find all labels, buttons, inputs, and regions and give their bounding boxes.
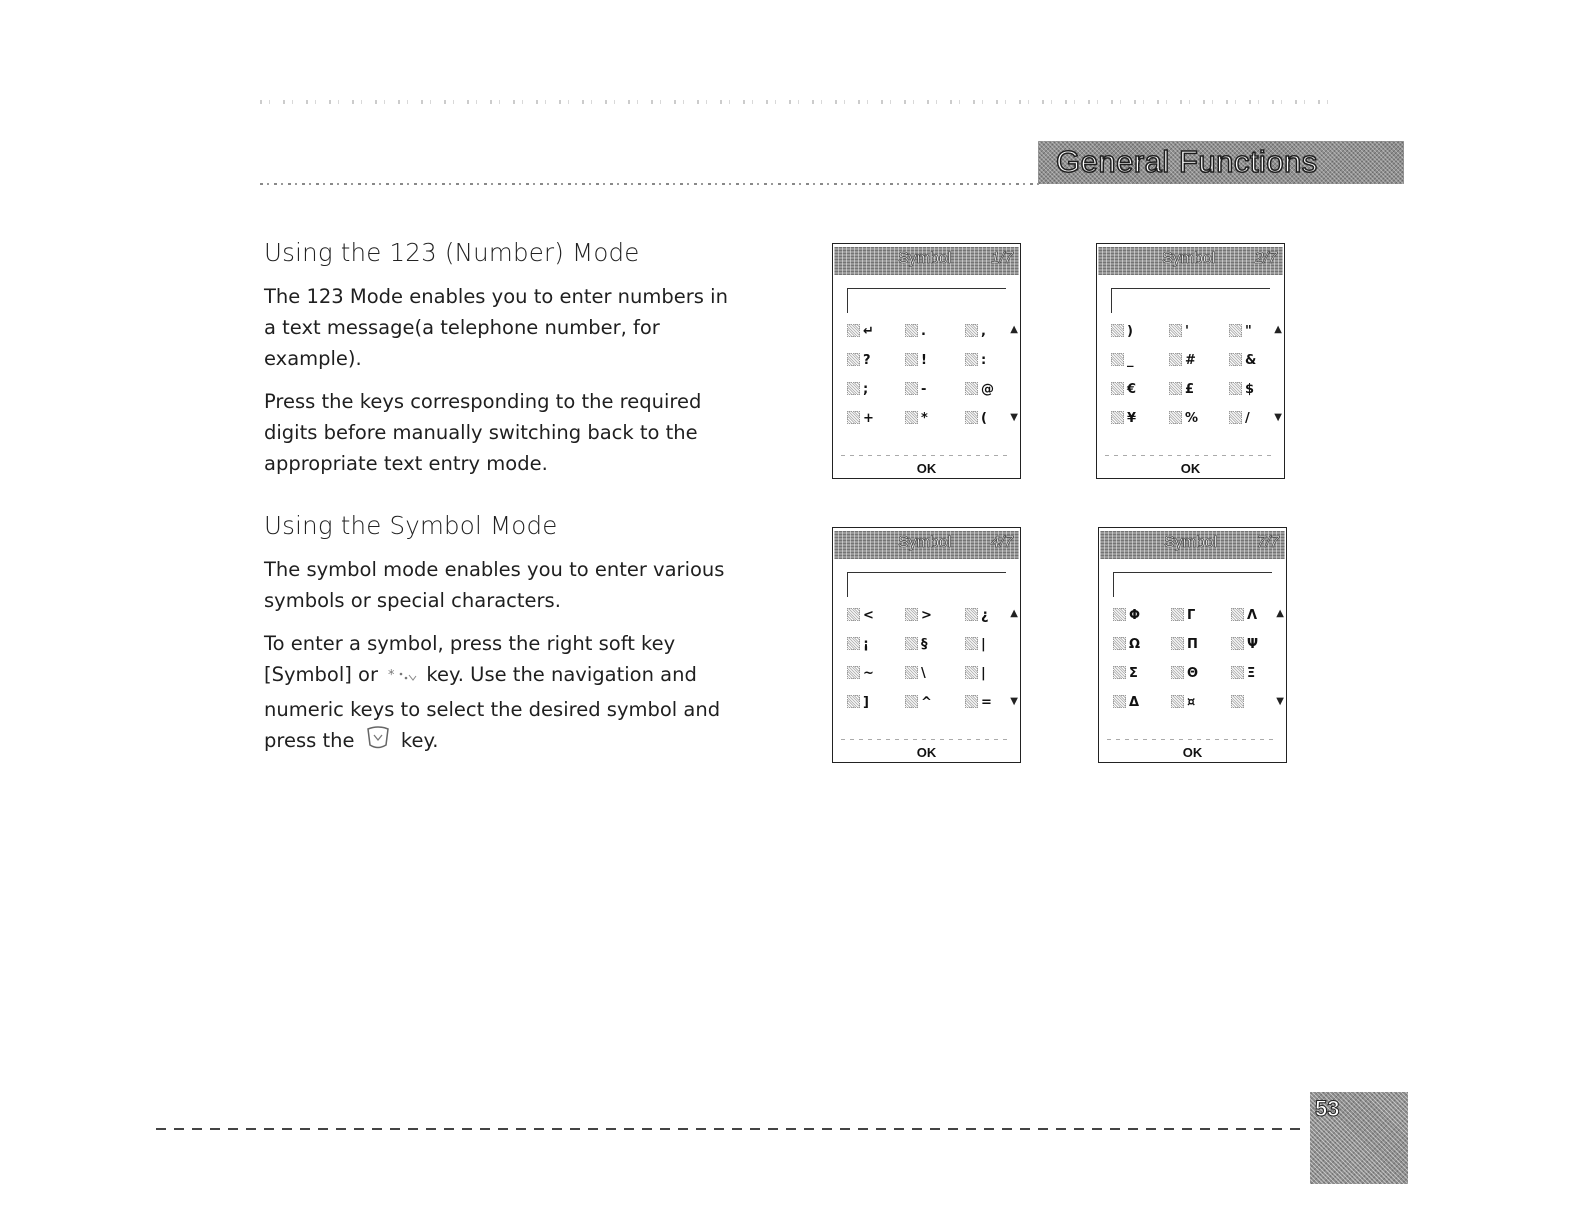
softkey-divider: [841, 455, 1012, 456]
symbol-char: Σ: [1129, 666, 1138, 681]
symbol-screen-4: [1098, 527, 1287, 763]
symbol-cell[interactable]: [965, 382, 1021, 402]
keypad-number-icon: [847, 666, 860, 679]
symbol-cell[interactable]: [965, 353, 1021, 373]
symbol-cell[interactable]: [905, 637, 961, 657]
symbol-char: Ω: [1129, 637, 1141, 652]
symbol-char: ?: [863, 353, 871, 368]
softkey-divider: [1107, 739, 1278, 740]
symbol-cell[interactable]: [1169, 324, 1225, 344]
scroll-up-icon: ▲: [1274, 324, 1282, 335]
symbol-char: |: [981, 666, 986, 681]
keypad-number-icon: [905, 353, 918, 366]
text-line: numeric keys to select the desired symbol and: [264, 698, 721, 721]
keypad-number-icon: [905, 666, 918, 679]
symbol-cell[interactable]: [1169, 382, 1225, 402]
ok-softkey[interactable]: OK: [916, 745, 937, 760]
keypad-number-icon: [905, 324, 918, 337]
symbol-cell[interactable]: [1113, 695, 1169, 715]
symbol-char: Γ: [1187, 608, 1196, 623]
symbol-cell[interactable]: [905, 382, 961, 402]
symbol-char: \: [921, 666, 926, 681]
keypad-number-icon: [965, 411, 978, 424]
symbol-cell[interactable]: [1113, 637, 1169, 657]
symbol-row: [1113, 637, 1283, 666]
symbol-char: ¡: [863, 637, 869, 652]
text-line: appropriate text entry mode.: [264, 452, 548, 475]
symbol-cell[interactable]: [847, 666, 903, 686]
keypad-number-icon: [965, 666, 978, 679]
symbol-char: Π: [1187, 637, 1198, 652]
keypad-number-icon: [1169, 382, 1182, 395]
symbol-char: €: [1127, 382, 1137, 397]
keypad-number-icon: [965, 608, 978, 621]
symbol-char: ): [1127, 324, 1133, 339]
keypad-number-icon: [847, 353, 860, 366]
symbol-cell[interactable]: [1111, 411, 1167, 431]
section-symbol-mode: [264, 511, 794, 760]
symbol-char: %: [1185, 411, 1199, 426]
keypad-number-icon: [1231, 666, 1244, 679]
symbol-cell[interactable]: [1111, 324, 1167, 344]
text-line: example).: [264, 347, 362, 370]
symbol-char: ↵: [863, 324, 874, 339]
ok-softkey[interactable]: OK: [1182, 745, 1203, 760]
keypad-number-icon: [965, 353, 978, 366]
symbol-row: [1113, 695, 1283, 724]
symbol-row: [1111, 324, 1281, 353]
page-number-box: [1310, 1092, 1408, 1184]
keypad-number-icon: [905, 411, 918, 424]
scroll-up-icon: ▲: [1010, 324, 1018, 335]
keypad-number-icon: [905, 695, 918, 708]
symbol-char: §: [921, 637, 928, 652]
symbol-cell[interactable]: [905, 353, 961, 373]
text-entry-field[interactable]: [1113, 572, 1272, 597]
section-banner: [1038, 141, 1404, 184]
keypad-number-icon: [1113, 695, 1126, 708]
keypad-number-icon: [905, 637, 918, 650]
symbol-char: ,: [981, 324, 986, 339]
softkey-divider: [1105, 455, 1276, 456]
symbol-row: [847, 666, 1017, 695]
screen-title: Symbol: [898, 250, 952, 267]
symbol-cell[interactable]: [905, 324, 961, 344]
screen-title: Symbol: [1164, 534, 1218, 551]
symbol-char: Φ: [1129, 608, 1141, 623]
symbol-char: #: [1185, 353, 1196, 368]
symbol-char: =: [981, 695, 992, 710]
symbol-screen-2: [1096, 243, 1285, 479]
symbol-grid: [1111, 324, 1281, 440]
screen-title-bar: [1098, 247, 1283, 275]
screen-page-indicator: 4/7: [990, 534, 1013, 551]
symbol-char: £: [1185, 382, 1195, 397]
symbol-row: [1111, 382, 1281, 411]
keypad-number-icon: [1111, 324, 1124, 337]
text-entry-field[interactable]: [847, 572, 1006, 597]
symbol-cell[interactable]: [1171, 695, 1227, 715]
scroll-up-icon: ▲: [1010, 608, 1018, 619]
symbol-char: &: [1245, 353, 1257, 368]
keypad-number-icon: [1169, 324, 1182, 337]
symbol-cell[interactable]: [1113, 608, 1169, 628]
symbol-char: Ψ: [1247, 637, 1259, 652]
keypad-number-icon: [1229, 411, 1242, 424]
text-line: The symbol mode enables you to enter various: [264, 558, 725, 581]
symbol-char: :: [981, 353, 987, 368]
keypad-number-icon: [1113, 666, 1126, 679]
screen-title: Symbol: [1162, 250, 1216, 267]
symbol-char: ¥: [1127, 411, 1137, 426]
symbol-char: @: [981, 382, 994, 397]
symbol-char: ': [1185, 324, 1189, 339]
symbol-grid: [1113, 608, 1283, 724]
symbol-row: [847, 324, 1017, 353]
symbol-char: <: [863, 608, 874, 623]
symbol-cell[interactable]: [965, 666, 1021, 686]
symbol-char: Δ: [1129, 695, 1140, 710]
symbol-cell[interactable]: [847, 411, 903, 431]
symbol-cell[interactable]: [905, 695, 961, 715]
keypad-number-icon: [1231, 695, 1244, 708]
page-number: 53: [1315, 1096, 1340, 1121]
scroll-down-icon: ▼: [1276, 696, 1284, 707]
text-fragment: [Symbol] or: [264, 663, 379, 686]
keypad-number-icon: [847, 411, 860, 424]
symbol-row: [1111, 411, 1281, 440]
symbol-char: _: [1127, 353, 1134, 368]
keypad-number-icon: [847, 382, 860, 395]
header-decoration: [260, 100, 1340, 104]
symbol-cell[interactable]: [847, 382, 903, 402]
text-fragment: key. Use the navigation and: [426, 663, 697, 686]
symbol-char: ~: [863, 666, 874, 681]
symbol-cell[interactable]: [905, 411, 961, 431]
symbol-row: [847, 411, 1017, 440]
text-entry-field[interactable]: [847, 288, 1006, 313]
keypad-number-icon: [1229, 324, 1242, 337]
text-line: [264, 725, 794, 760]
screen-page-indicator: 7/7: [1256, 534, 1279, 551]
symbol-char: Θ: [1187, 666, 1199, 681]
symbol-cell[interactable]: [1113, 666, 1169, 686]
svg-text:*: *: [388, 668, 395, 683]
keypad-number-icon: [1171, 666, 1184, 679]
keypad-number-icon: [905, 382, 918, 395]
keypad-number-icon: [965, 382, 978, 395]
screen-title-bar: [1100, 531, 1285, 559]
keypad-number-icon: [1111, 353, 1124, 366]
keypad-number-icon: [1111, 382, 1124, 395]
symbol-char: *: [921, 411, 928, 426]
symbol-char: $: [1245, 382, 1255, 397]
keypad-number-icon: [965, 695, 978, 708]
ok-softkey[interactable]: OK: [916, 461, 937, 476]
symbol-char: ^: [921, 695, 932, 710]
symbol-cell[interactable]: [1231, 637, 1287, 657]
text-line: Press the keys corresponding to the required: [264, 390, 702, 413]
symbol-screen-3: [832, 527, 1021, 763]
symbol-char: -: [921, 382, 927, 397]
symbol-cell[interactable]: [847, 353, 903, 373]
text-line: digits before manually switching back to the: [264, 421, 698, 444]
symbol-cell[interactable]: [1111, 353, 1167, 373]
keypad-number-icon: [1113, 608, 1126, 621]
symbol-char: ]: [863, 695, 869, 710]
section-heading: Using the 123 (Number) Mode: [264, 238, 640, 267]
text-line: [264, 659, 794, 694]
symbol-char: .: [921, 324, 926, 339]
symbol-cell[interactable]: [1229, 353, 1285, 373]
symbol-cell[interactable]: [1169, 411, 1225, 431]
symbol-cell[interactable]: [847, 637, 903, 657]
keypad-number-icon: [847, 608, 860, 621]
symbol-cell[interactable]: [905, 666, 961, 686]
scroll-down-icon: ▼: [1010, 412, 1018, 423]
symbol-row: [847, 353, 1017, 382]
symbol-cell[interactable]: [847, 695, 903, 715]
section-number-mode: [264, 238, 794, 479]
softkey-divider: [841, 739, 1012, 740]
symbol-row: [847, 382, 1017, 411]
keypad-number-icon: [847, 637, 860, 650]
keypad-number-icon: [1229, 353, 1242, 366]
symbol-row: [847, 637, 1017, 666]
section-title: General Functions: [1056, 144, 1318, 179]
symbol-cell[interactable]: [1171, 666, 1227, 686]
symbol-row: [847, 695, 1017, 724]
scroll-down-icon: ▼: [1274, 412, 1282, 423]
text-line: To enter a symbol, press the right soft key: [264, 632, 676, 655]
screen-title-bar: [834, 531, 1019, 559]
symbol-screen-1: [832, 243, 1021, 479]
keypad-number-icon: [905, 608, 918, 621]
symbol-char: |: [981, 637, 986, 652]
symbol-cell[interactable]: [1171, 608, 1227, 628]
keypad-number-icon: [1113, 637, 1126, 650]
keypad-number-icon: [965, 324, 978, 337]
symbol-cell[interactable]: [847, 608, 903, 628]
text-line: symbols or special characters.: [264, 589, 561, 612]
symbol-cell[interactable]: [847, 324, 903, 344]
symbol-char: ¤: [1187, 695, 1196, 710]
scroll-up-icon: ▲: [1276, 608, 1284, 619]
symbol-grid: [847, 608, 1017, 724]
symbol-cell[interactable]: [1171, 637, 1227, 657]
ok-softkey[interactable]: OK: [1180, 461, 1201, 476]
symbol-char: ;: [863, 382, 869, 397]
symbol-char: !: [921, 353, 927, 368]
text-line: The 123 Mode enables you to enter numbers in: [264, 285, 728, 308]
symbol-char: Λ: [1247, 608, 1258, 623]
keypad-number-icon: [1171, 695, 1184, 708]
screen-page-indicator: 1/7: [990, 250, 1013, 267]
keypad-number-icon: [1231, 608, 1244, 621]
symbol-char: /: [1245, 411, 1250, 426]
keypad-number-icon: [1169, 353, 1182, 366]
text-entry-field[interactable]: [1111, 288, 1270, 313]
text-fragment: press the: [264, 729, 355, 752]
header-rule: [260, 183, 1040, 185]
symbol-row: [1111, 353, 1281, 382]
scroll-down-icon: ▼: [1010, 696, 1018, 707]
screen-title: Symbol: [898, 534, 952, 551]
keypad-number-icon: [1169, 411, 1182, 424]
symbol-row: [1113, 666, 1283, 695]
text-fragment: key.: [400, 729, 439, 752]
symbol-row: [1113, 608, 1283, 637]
ok-key-icon: [364, 725, 392, 760]
star-key-icon: [387, 663, 417, 694]
symbol-grid: [847, 324, 1017, 440]
keypad-number-icon: [1111, 411, 1124, 424]
symbol-char: ": [1245, 324, 1252, 339]
keypad-number-icon: [1171, 637, 1184, 650]
symbol-char: (: [981, 411, 987, 426]
symbol-char: Ξ: [1247, 666, 1256, 681]
text-line: a text message(a telephone number, for: [264, 316, 660, 339]
symbol-char: ¿: [981, 608, 989, 623]
paragraph: [264, 386, 794, 479]
symbol-cell[interactable]: [965, 637, 1021, 657]
keypad-number-icon: [1229, 382, 1242, 395]
symbol-cell[interactable]: [1111, 382, 1167, 402]
paragraph: [264, 281, 794, 374]
keypad-number-icon: [847, 324, 860, 337]
symbol-row: [847, 608, 1017, 637]
screen-page-indicator: 2/7: [1254, 250, 1277, 267]
paragraph: [264, 628, 794, 760]
symbol-cell[interactable]: [1169, 353, 1225, 373]
screen-title-bar: [834, 247, 1019, 275]
paragraph: [264, 554, 794, 616]
symbol-cell[interactable]: [1231, 666, 1287, 686]
keypad-number-icon: [1171, 608, 1184, 621]
keypad-number-icon: [1231, 637, 1244, 650]
section-heading: Using the Symbol Mode: [264, 511, 558, 540]
symbol-char: +: [863, 411, 874, 426]
symbol-cell[interactable]: [905, 608, 961, 628]
footer-rule: [156, 1128, 1306, 1130]
symbol-cell[interactable]: [1229, 382, 1285, 402]
keypad-number-icon: [847, 695, 860, 708]
symbol-char: >: [921, 608, 932, 623]
keypad-number-icon: [965, 637, 978, 650]
